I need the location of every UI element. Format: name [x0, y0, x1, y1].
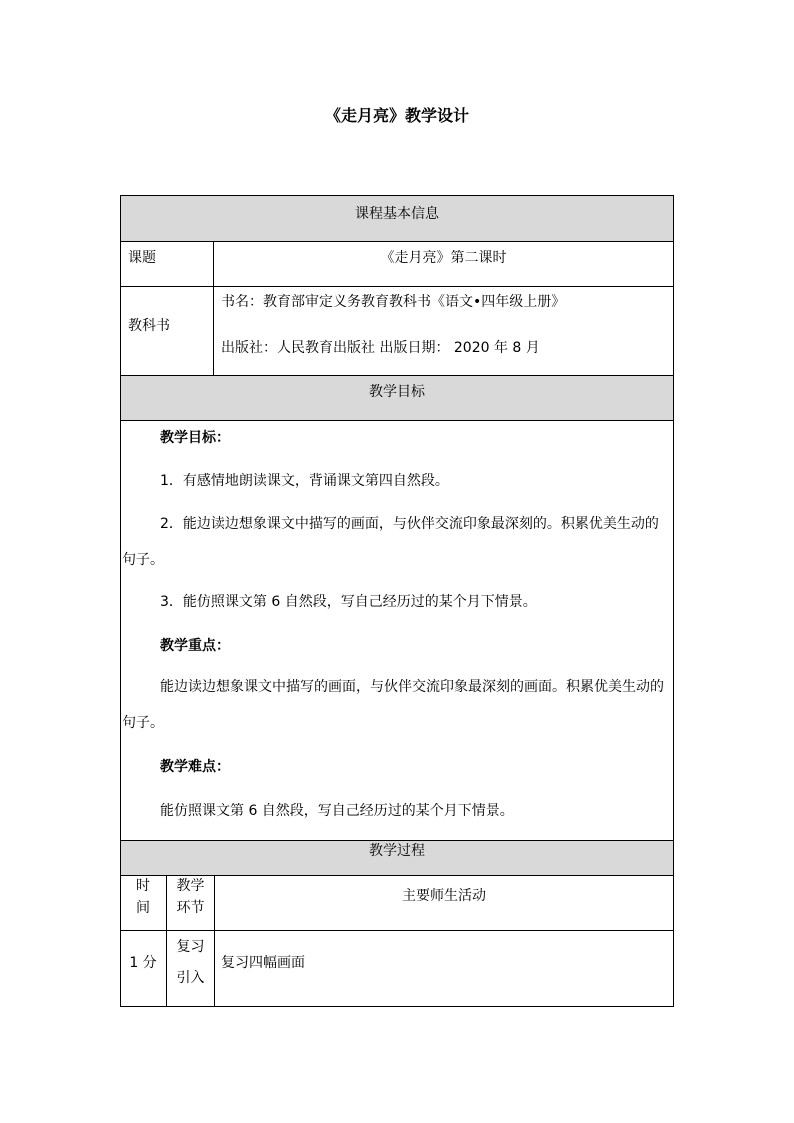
topic-label: 课题 [128, 250, 156, 266]
column-header-stage: 教学 [176, 878, 205, 894]
difficulty-heading: 教学难点： [160, 759, 230, 775]
textbook-name: 书名：教育部审定义务教育教科书《语文•四年级上册》 [221, 294, 566, 310]
table-rule [673, 195, 674, 1007]
column-header-stage: 环节 [176, 900, 205, 916]
objectives-header: 教学目标 [369, 384, 425, 400]
table-rule [120, 1006, 674, 1007]
goals-heading: 教学目标： [160, 430, 230, 446]
goal-item: 1．有感情地朗读课文，背诵课文第四自然段。 [160, 473, 449, 489]
textbook-publisher: 出版社：人民教育出版社 出版日期： 2020 年 8 月 [221, 340, 540, 356]
basic-info-header: 课程基本信息 [355, 206, 439, 222]
table-rule [120, 286, 674, 287]
key-point-text: 能边读边想象课文中描写的画面，与伙伴交流印象最深刻的画面。积累优美生动的句子。 [122, 679, 664, 731]
row-activity: 复习四幅画面 [221, 955, 305, 971]
lesson-plan-table [120, 195, 674, 1007]
column-header-time: 间 [136, 900, 150, 916]
process-header: 教学过程 [369, 843, 425, 859]
textbook-label: 教科书 [128, 318, 170, 334]
topic-value: 《走月亮》第二课时 [380, 250, 507, 266]
column-header-activity: 主要师生活动 [402, 888, 486, 904]
table-rule [120, 195, 674, 196]
row-stage: 引入 [176, 970, 205, 986]
row-time: 1 分 [129, 955, 157, 971]
table-rule [120, 375, 674, 376]
row-stage: 复习 [176, 939, 205, 955]
table-rule [120, 930, 674, 931]
document-title: 《走月亮》教学设计 [324, 106, 469, 125]
column-header-time: 时 [136, 878, 150, 894]
difficulty-text: 能仿照课文第 6 自然段，写自己经历过的某个月下情景。 [160, 803, 514, 819]
table-rule [120, 241, 674, 242]
goal-item: 3．能仿照课文第 6 自然段，写自己经历过的某个月下情景。 [160, 594, 537, 610]
goal-item: 2．能边读边想象课文中描写的画面，与伙伴交流印象最深刻的。积累优美生动的句子。 [122, 516, 659, 568]
key-point-heading: 教学重点： [160, 638, 230, 654]
